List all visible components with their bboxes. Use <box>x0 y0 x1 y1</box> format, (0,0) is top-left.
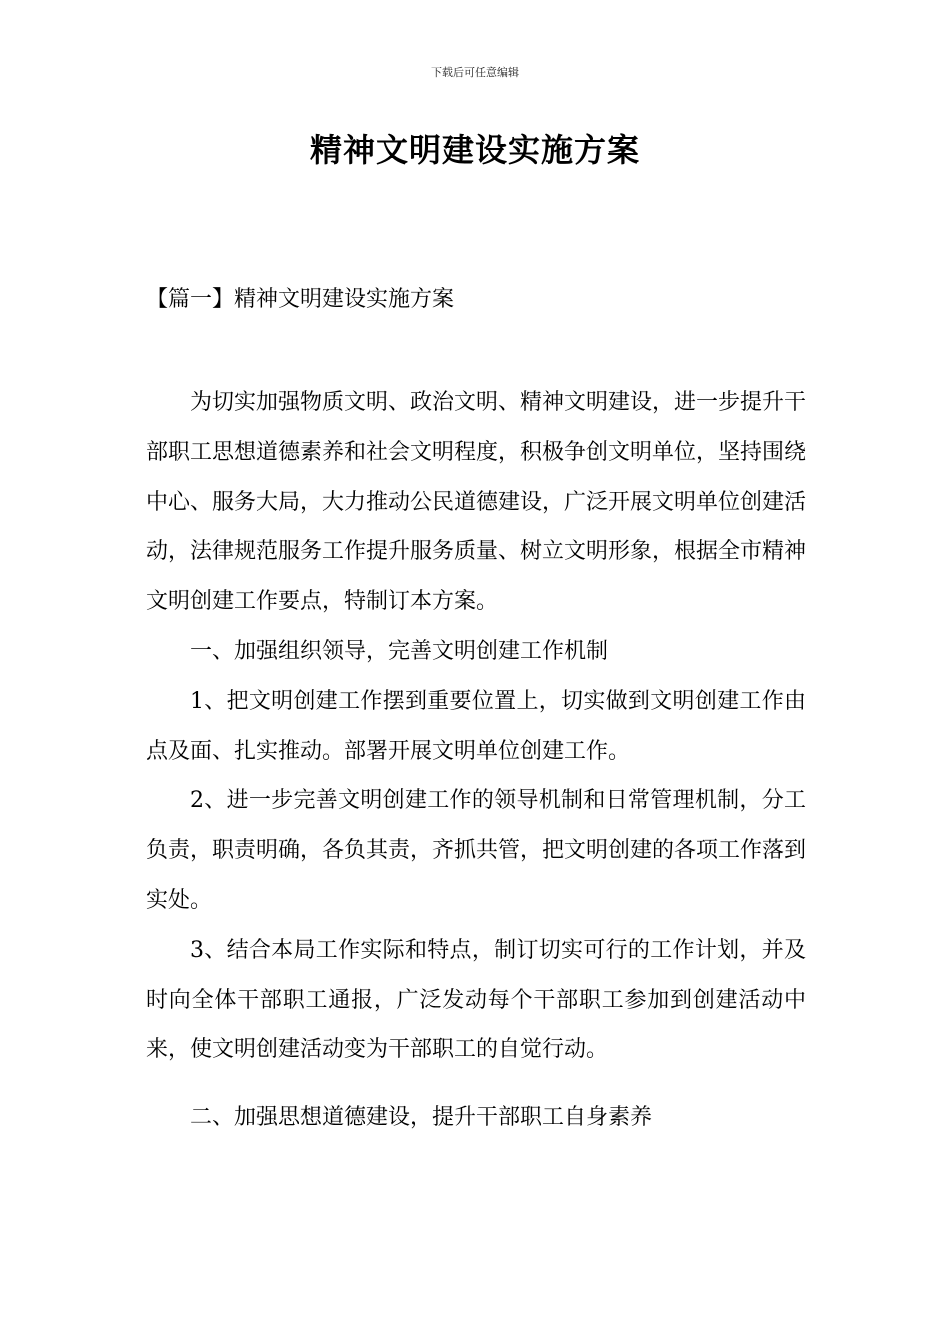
intro-paragraph: 为切实加强物质文明、政治文明、精神文明建设，进一步提升干部职工思想道德素养和社会文明程度，积极争创文明单位，坚持围绕中心、服务大局，大力推动公民道德建设，广泛开展文明单位创建活动，法律规范服务工作提升服务质量、树立文明形象，根据全市精神文明创建工作要点，特制订本方案。 <box>146 390 807 615</box>
section-heading: 【篇一】精神文明建设实施方案 <box>146 287 455 312</box>
heading-moral-construction: 二、加强思想道德建设，提升干部职工自身素养 <box>190 1105 653 1131</box>
item-3-paragraph: 3、结合本局工作实际和特点，制订切实可行的工作计划，并及时向全体干部职工通报，广泛发动每个干部职工参加到创建活动中来，使文明创建活动变为干部职工的自觉行动。 <box>146 937 806 1063</box>
document-body <box>146 378 806 1143</box>
item-2-paragraph: 2、进一步完善文明创建工作的领导机制和日常管理机制，分工负责，职责明确，各负其责，齐抓共管，把文明创建的各项工作落到实处。 <box>146 788 807 913</box>
download-note: 下载后可任意编辑 <box>431 66 519 79</box>
document-title: 精神文明建设实施方案 <box>309 131 640 169</box>
item-1-paragraph: 1、把文明创建工作摆到重要位置上，切实做到文明创建工作由点及面、扎实推动。部署开展文明单位创建工作。 <box>146 688 806 764</box>
heading-organization: 一、加强组织领导，完善文明创建工作机制 <box>190 638 609 664</box>
